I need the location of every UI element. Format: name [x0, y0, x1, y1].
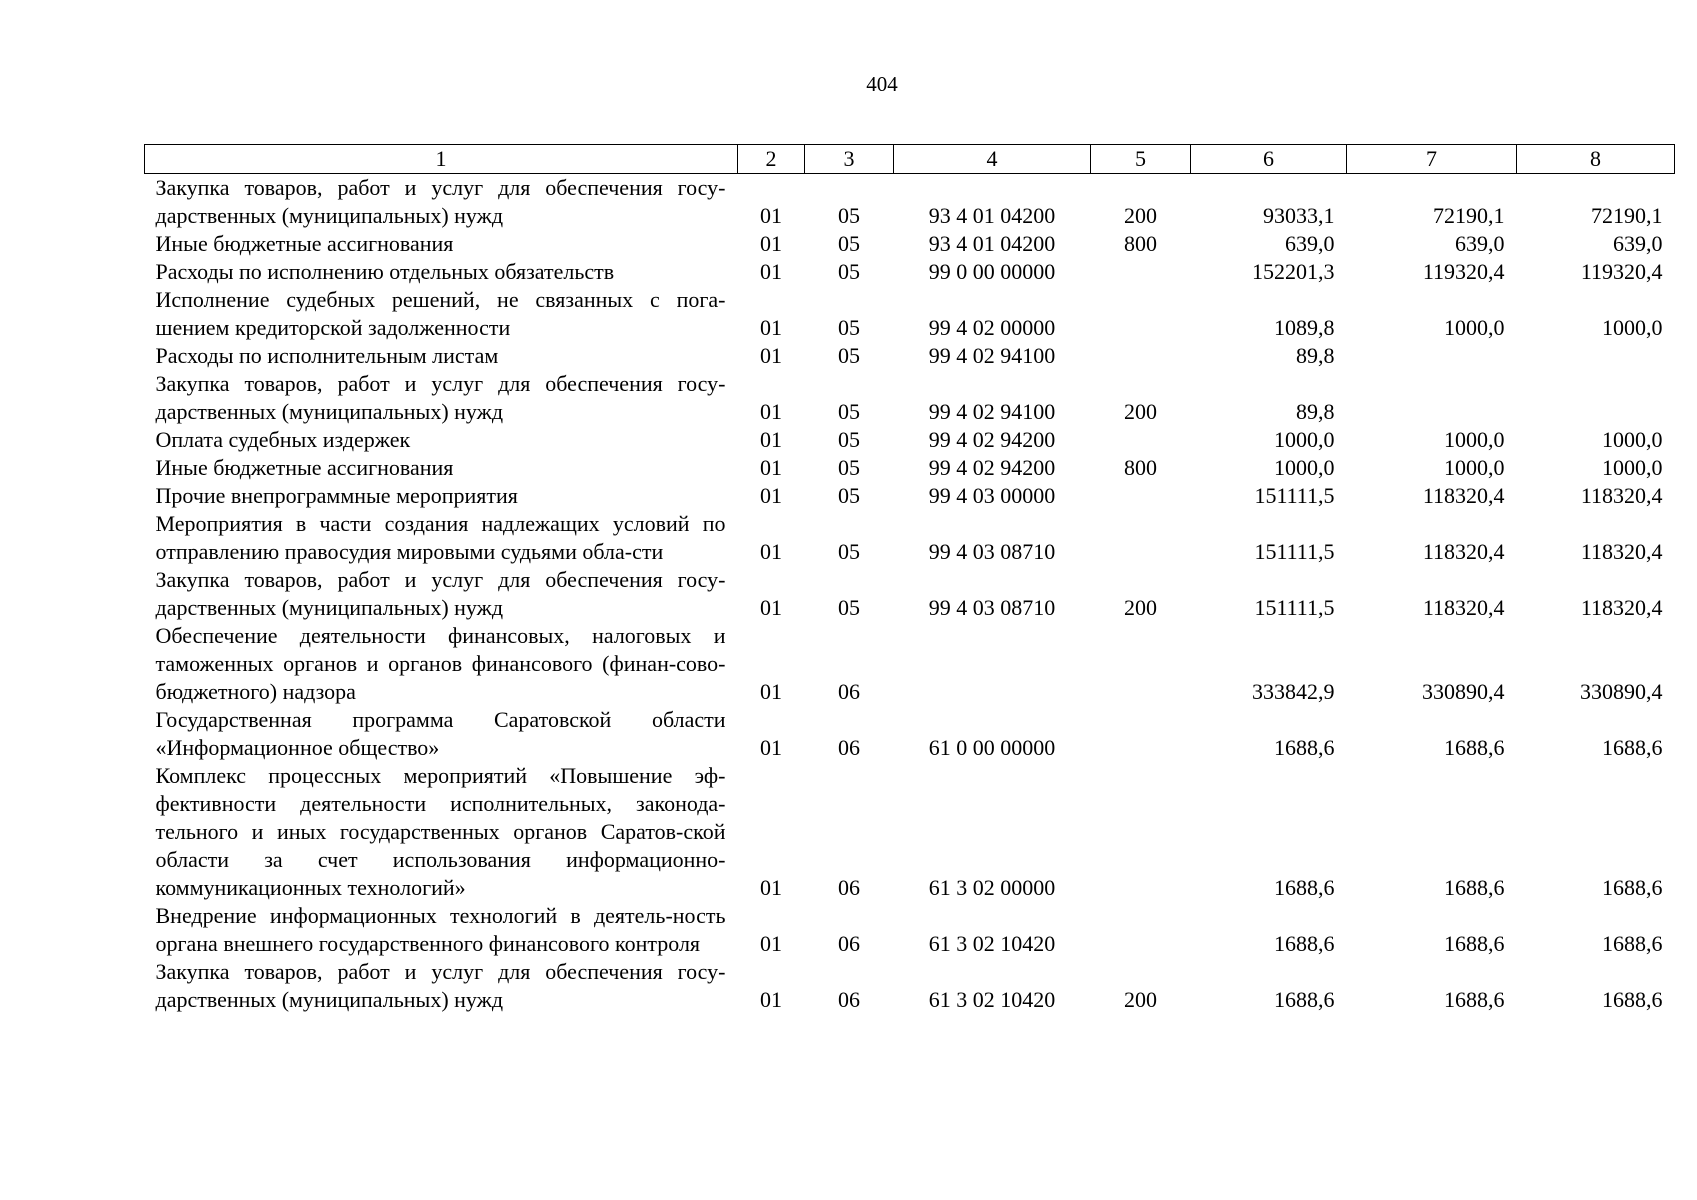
header-row: [145, 145, 1675, 174]
amount-year-2: 1688,6: [1444, 987, 1505, 1012]
amount-year-3: 1000,0: [1602, 315, 1663, 340]
section-code: 01: [760, 399, 782, 424]
amount-year-1: 1000,0: [1274, 427, 1335, 452]
amount-year-1: 93033,1: [1263, 203, 1335, 228]
table-row: [145, 566, 1675, 622]
amount-year-1: 152201,3: [1252, 259, 1335, 284]
target-article-code: 93 4 01 04200: [928, 231, 1056, 256]
amount-year-3: 118320,4: [1580, 595, 1663, 620]
expense-name: Прочие внепрограммные мероприятия: [155, 483, 518, 508]
expense-type-code: [1091, 706, 1191, 762]
amount-year-3: 1000,0: [1602, 427, 1663, 452]
subsection-code: 05: [838, 595, 860, 620]
section-code: 01: [760, 259, 782, 284]
amount-year-2: 330890,4: [1422, 679, 1505, 704]
target-article-code: 99 4 02 94100: [928, 399, 1056, 424]
section-code: 01: [760, 539, 782, 564]
amount-year-2: 72190,1: [1433, 203, 1505, 228]
table-row: [145, 482, 1675, 510]
table-row: [145, 762, 1675, 902]
page-number: 404: [866, 72, 898, 96]
amount-year-1: 333842,9: [1252, 679, 1335, 704]
amount-year-3: 118320,4: [1580, 483, 1663, 508]
amount-year-2: 118320,4: [1422, 483, 1505, 508]
expense-name: Закупка товаров, работ и услуг для обеспечения госу-дарственных (муниципальных) нужд: [155, 567, 726, 620]
section-code: 01: [760, 427, 782, 452]
amount-year-1: 89,8: [1296, 343, 1335, 368]
table-body: [145, 174, 1675, 1015]
amount-year-3: 72190,1: [1591, 203, 1663, 228]
subsection-code: 05: [838, 427, 860, 452]
expense-type-code: [1091, 482, 1191, 510]
amount-year-2: 1000,0: [1444, 315, 1505, 340]
section-code: 01: [760, 343, 782, 368]
section-code: 01: [760, 735, 782, 760]
amount-year-1: 1089,8: [1274, 315, 1335, 340]
expense-type-code: [1091, 510, 1191, 566]
amount-year-2: 1000,0: [1444, 427, 1505, 452]
amount-year-3: 1688,6: [1602, 987, 1663, 1012]
expense-name: Исполнение судебных решений, не связанных с пога-шением кредиторской задолженности: [155, 287, 726, 340]
target-article-code: [894, 622, 1091, 706]
target-article-code: 99 4 02 00000: [928, 315, 1056, 340]
target-article-code: 99 0 00 00000: [928, 259, 1056, 284]
amount-year-3: 1688,6: [1602, 875, 1663, 900]
table-row: [145, 370, 1675, 426]
amount-year-2: 1688,6: [1444, 735, 1505, 760]
table-row: [145, 286, 1675, 342]
subsection-code: 05: [838, 259, 860, 284]
expense-type-code: [1091, 762, 1191, 902]
section-code: 01: [760, 679, 782, 704]
subsection-code: 05: [838, 483, 860, 508]
expense-name: Иные бюджетные ассигнования: [155, 231, 454, 256]
expense-name: Мероприятия в части создания надлежащих условий по отправлению правосудия мировыми судьями обла-сти: [155, 511, 726, 564]
subsection-code: 05: [838, 343, 860, 368]
column-header-2: 2: [738, 145, 805, 174]
column-header-5: 5: [1091, 145, 1191, 174]
amount-year-2: 1000,0: [1444, 455, 1505, 480]
amount-year-3: 1688,6: [1602, 931, 1663, 956]
table-row: [145, 622, 1675, 706]
table-row: [145, 342, 1675, 370]
target-article-code: 99 4 03 00000: [928, 483, 1056, 508]
section-code: 01: [760, 987, 782, 1012]
subsection-code: 05: [838, 203, 860, 228]
amount-year-3: 330890,4: [1580, 679, 1663, 704]
table-row: [145, 902, 1675, 958]
section-code: 01: [760, 875, 782, 900]
column-header-4: 4: [894, 145, 1091, 174]
expense-type-code: [1091, 902, 1191, 958]
amount-year-2: 119320,4: [1422, 259, 1505, 284]
amount-year-2: 118320,4: [1422, 595, 1505, 620]
subsection-code: 05: [838, 399, 860, 424]
expense-type-code: [1091, 342, 1191, 370]
amount-year-2: 1688,6: [1444, 875, 1505, 900]
amount-year-2: 1688,6: [1444, 931, 1505, 956]
subsection-code: 06: [838, 875, 860, 900]
amount-year-1: 151111,5: [1254, 539, 1335, 564]
section-code: 01: [760, 231, 782, 256]
amount-year-2: [1347, 342, 1517, 370]
expense-type-code: [1091, 258, 1191, 286]
expense-type-code: 200: [1124, 399, 1157, 424]
amount-year-3: 118320,4: [1580, 539, 1663, 564]
table-row: [145, 426, 1675, 454]
section-code: 01: [760, 315, 782, 340]
column-header-6: 6: [1191, 145, 1347, 174]
target-article-code: 61 3 02 10420: [928, 931, 1056, 956]
column-header-7: 7: [1347, 145, 1517, 174]
expense-type-code: 800: [1124, 231, 1157, 256]
subsection-code: 05: [838, 455, 860, 480]
amount-year-1: 1688,6: [1274, 735, 1335, 760]
amount-year-3: 1688,6: [1602, 735, 1663, 760]
expense-name: Расходы по исполнению отдельных обязательств: [155, 259, 615, 284]
expense-type-code: 800: [1124, 455, 1157, 480]
expense-name: Оплата судебных издержек: [155, 427, 411, 452]
expense-type-code: [1091, 426, 1191, 454]
target-article-code: 61 0 00 00000: [928, 735, 1056, 760]
amount-year-1: 1688,6: [1274, 875, 1335, 900]
column-header-8: 8: [1517, 145, 1675, 174]
column-header-3: 3: [805, 145, 894, 174]
subsection-code: 05: [838, 539, 860, 564]
subsection-code: 05: [838, 231, 860, 256]
expense-name: Закупка товаров, работ и услуг для обеспечения госу-дарственных (муниципальных) нужд: [155, 959, 726, 1012]
section-code: 01: [760, 931, 782, 956]
target-article-code: 99 4 02 94200: [928, 455, 1056, 480]
expense-name: Закупка товаров, работ и услуг для обеспечения госу-дарственных (муниципальных) нужд: [155, 371, 726, 424]
subsection-code: 06: [838, 735, 860, 760]
subsection-code: 06: [838, 931, 860, 956]
table-row: [145, 510, 1675, 566]
section-code: 01: [760, 455, 782, 480]
expense-type-code: 200: [1124, 203, 1157, 228]
budget-table: [144, 144, 1675, 1014]
amount-year-3: 119320,4: [1580, 259, 1663, 284]
subsection-code: 05: [838, 315, 860, 340]
expense-name: Закупка товаров, работ и услуг для обеспечения госу-дарственных (муниципальных) нужд: [155, 175, 726, 228]
subsection-code: 06: [838, 679, 860, 704]
target-article-code: 61 3 02 00000: [928, 875, 1056, 900]
expense-name: Обеспечение деятельности финансовых, налоговых и таможенных органов и органов финансового (финан-сово-бюджетного) надзора: [155, 623, 726, 704]
section-code: 01: [760, 203, 782, 228]
amount-year-1: 639,0: [1285, 231, 1335, 256]
amount-year-1: 1688,6: [1274, 987, 1335, 1012]
amount-year-1: 151111,5: [1254, 595, 1335, 620]
amount-year-3: [1517, 370, 1675, 426]
table-row: [145, 174, 1675, 231]
amount-year-3: 1000,0: [1602, 455, 1663, 480]
target-article-code: 61 3 02 10420: [928, 987, 1056, 1012]
expense-name: Иные бюджетные ассигнования: [155, 455, 454, 480]
column-header-1: 1: [145, 145, 738, 174]
table-row: [145, 258, 1675, 286]
section-code: 01: [760, 483, 782, 508]
target-article-code: 99 4 03 08710: [928, 595, 1056, 620]
amount-year-1: 1000,0: [1274, 455, 1335, 480]
expense-name: Государственная программа Саратовской области «Информационное общество»: [155, 707, 726, 760]
amount-year-2: 118320,4: [1422, 539, 1505, 564]
expense-type-code: 200: [1124, 987, 1157, 1012]
expense-name: Внедрение информационных технологий в деятель-ность органа внешнего государственного финансового контроля: [155, 903, 726, 956]
expense-name: Расходы по исполнительным листам: [155, 343, 499, 368]
amount-year-3: [1517, 342, 1675, 370]
table-row: [145, 706, 1675, 762]
expense-type-code: [1091, 622, 1191, 706]
section-code: 01: [760, 595, 782, 620]
table-row: [145, 454, 1675, 482]
target-article-code: 99 4 02 94100: [928, 343, 1056, 368]
table-row: [145, 230, 1675, 258]
target-article-code: 93 4 01 04200: [928, 203, 1056, 228]
target-article-code: 99 4 02 94200: [928, 427, 1056, 452]
target-article-code: 99 4 03 08710: [928, 539, 1056, 564]
expense-type-code: [1091, 286, 1191, 342]
expense-name: Комплекс процессных мероприятий «Повышение эф-фективности деятельности исполнительных, законода-тельного и иных государственных органов Саратов-ской области за счет использования информационно-коммуникационных технологий»: [155, 763, 726, 900]
amount-year-2: [1347, 370, 1517, 426]
amount-year-1: 89,8: [1296, 399, 1335, 424]
table-header: [145, 145, 1675, 174]
subsection-code: 06: [838, 987, 860, 1012]
amount-year-1: 1688,6: [1274, 931, 1335, 956]
expense-type-code: 200: [1124, 595, 1157, 620]
table-row: [145, 958, 1675, 1014]
amount-year-3: 639,0: [1613, 231, 1663, 256]
amount-year-1: 151111,5: [1254, 483, 1335, 508]
amount-year-2: 639,0: [1455, 231, 1505, 256]
